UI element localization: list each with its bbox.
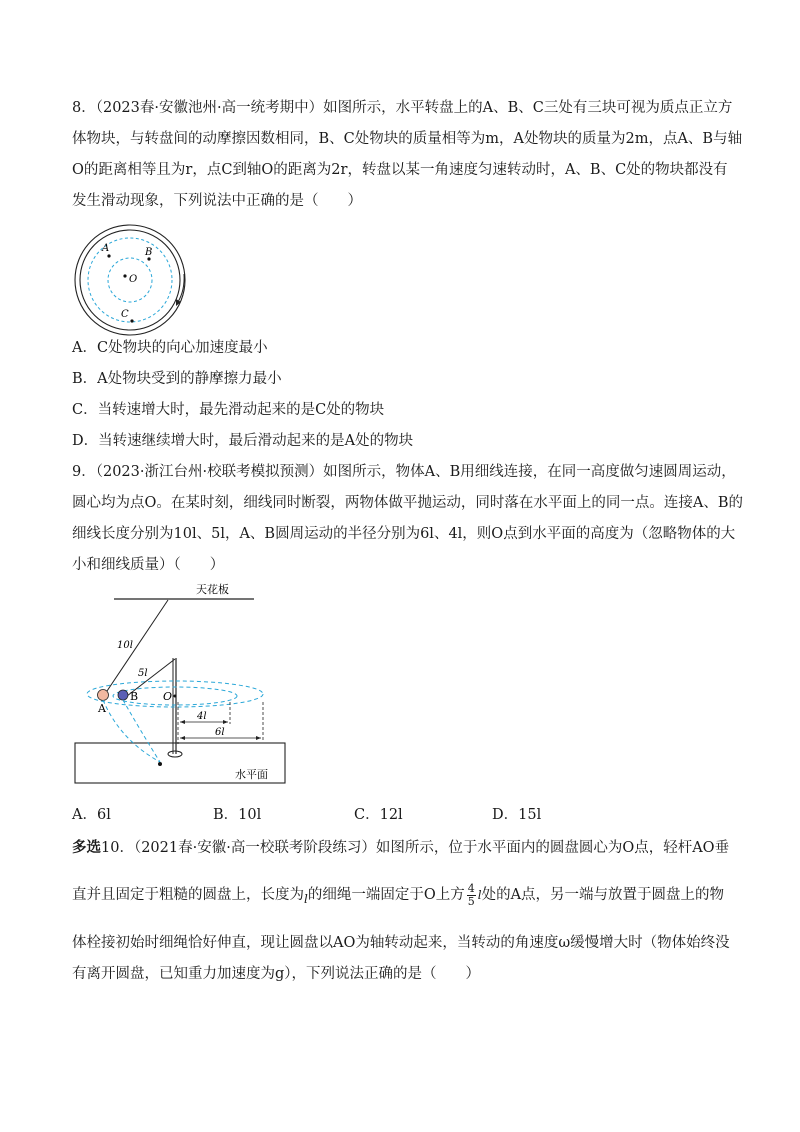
q8-label-o: O xyxy=(129,274,138,285)
q10-stem-line-2 xyxy=(72,878,724,916)
q10-stem-line-4: 有离开圆盘，已知重力加速度为g），下列说法正确的是（ ） xyxy=(72,966,481,982)
q9-stem-line-3: 细线长度分别为10l、5l，A、B圆周运动的半径分别为6l、4l，则O点到水平面的高度为（忽略物体的大 xyxy=(72,526,736,542)
q9-conical-pendulum-figure xyxy=(70,580,290,790)
q8-turntable-figure xyxy=(66,224,196,336)
q8-stem-line-4: 发生滑动现象，下列说法中正确的是（ ） xyxy=(72,193,362,209)
q10-line-1-text: 10．（2021春·安徽·高一校联考阶段练习）如图所示，位于水平面内的圆盘圆心为O点，轻杆AO垂 xyxy=(101,840,730,856)
q9-option-b: B．10l xyxy=(213,807,262,823)
len-b-label: 5l xyxy=(138,668,148,679)
q9-option-d: D．15l xyxy=(492,807,542,823)
q8-stem-line-1: 8．（2023春·安徽池州·高一统考期中）如图所示，水平转盘上的A、B、C三处有三块可视为质点正立方 xyxy=(72,100,733,116)
q8-option-b: B．A处物块受到的静摩擦力最小 xyxy=(72,371,282,387)
q10-stem-line-1 xyxy=(72,838,729,858)
q10-frac-den: 5 xyxy=(467,894,475,908)
r-a-label: 6l xyxy=(215,727,225,738)
q8-option-a: A．C处物块的向心加速度最小 xyxy=(72,340,268,356)
q9-option-a: A．6l xyxy=(72,807,111,823)
q8-option-c: C．当转速增大时，最先滑动起来的是C处的物块 xyxy=(72,402,385,418)
r-b-label: 4l xyxy=(197,711,207,722)
q8-label-c: C xyxy=(121,309,129,320)
ground-label: 水平面 xyxy=(235,768,268,781)
label-o: O xyxy=(163,690,173,703)
ball-a xyxy=(98,690,109,701)
string-a xyxy=(105,600,168,694)
label-b: B xyxy=(130,690,139,703)
len-a-label: 10l xyxy=(117,640,133,651)
trajectory-a xyxy=(103,700,160,762)
q8-option-d: D．当转速继续增大时，最后滑动起来的是A处的物块 xyxy=(72,433,414,449)
q8-stem-line-3: O的距离相等且为r，点C到轴O的距离为2r，转盘以某一角速度匀速转动时，A、B、C处的物块都没有 xyxy=(72,162,728,178)
q9-stem-line-1: 9．（2023·浙江台州·校联考模拟预测）如图所示，物体A、B用细线连接，在同一高度做匀速圆周运动， xyxy=(72,464,736,480)
ceiling-label: 天花板 xyxy=(196,583,229,596)
q10-frac-num: 4 xyxy=(467,881,475,895)
orbit-a xyxy=(87,681,263,707)
q10-line-2c: 处的A点，另一端与放置于圆盘上的物 xyxy=(481,887,725,903)
q9-stem-line-4: 小和细线质量）（ ） xyxy=(72,557,225,573)
q9-stem-line-2: 圆心均为点O。在某时刻，细线同时断裂，两物体做平抛运动，同时落在水平面上的同一点。连接A、B的 xyxy=(72,495,744,511)
q10-line-2a: 直并且固定于粗糙的圆盘上，长度为 xyxy=(72,887,304,903)
q10-stem-line-3: 体栓接初始时细绳恰好伸直，现让圆盘以AO为轴转动起来，当转动的角速度ω缓慢增大时（物体始终没 xyxy=(72,935,730,951)
q10-tag: 多选 xyxy=(72,839,101,856)
trajectory-b xyxy=(123,700,160,762)
q10-fraction xyxy=(467,883,476,908)
q10-l-var: l xyxy=(304,892,308,906)
q10-l-var-2: l xyxy=(477,888,482,902)
q8-stem-line-2: 体物块，与转盘间的动摩擦因数相同，B、C处物块的质量相等为m，A处物块的质量为2m，点A、B与轴 xyxy=(72,131,743,147)
rod-base xyxy=(168,751,182,757)
landing-point xyxy=(158,762,162,766)
q8-label-b: B xyxy=(145,247,153,258)
q8-label-a: A xyxy=(102,243,110,254)
ball-b xyxy=(118,690,128,700)
label-a: A xyxy=(98,702,106,715)
q9-option-c: C．12l xyxy=(354,807,403,823)
q10-line-2b: 的细绳一端固定于O上方 xyxy=(307,887,465,903)
